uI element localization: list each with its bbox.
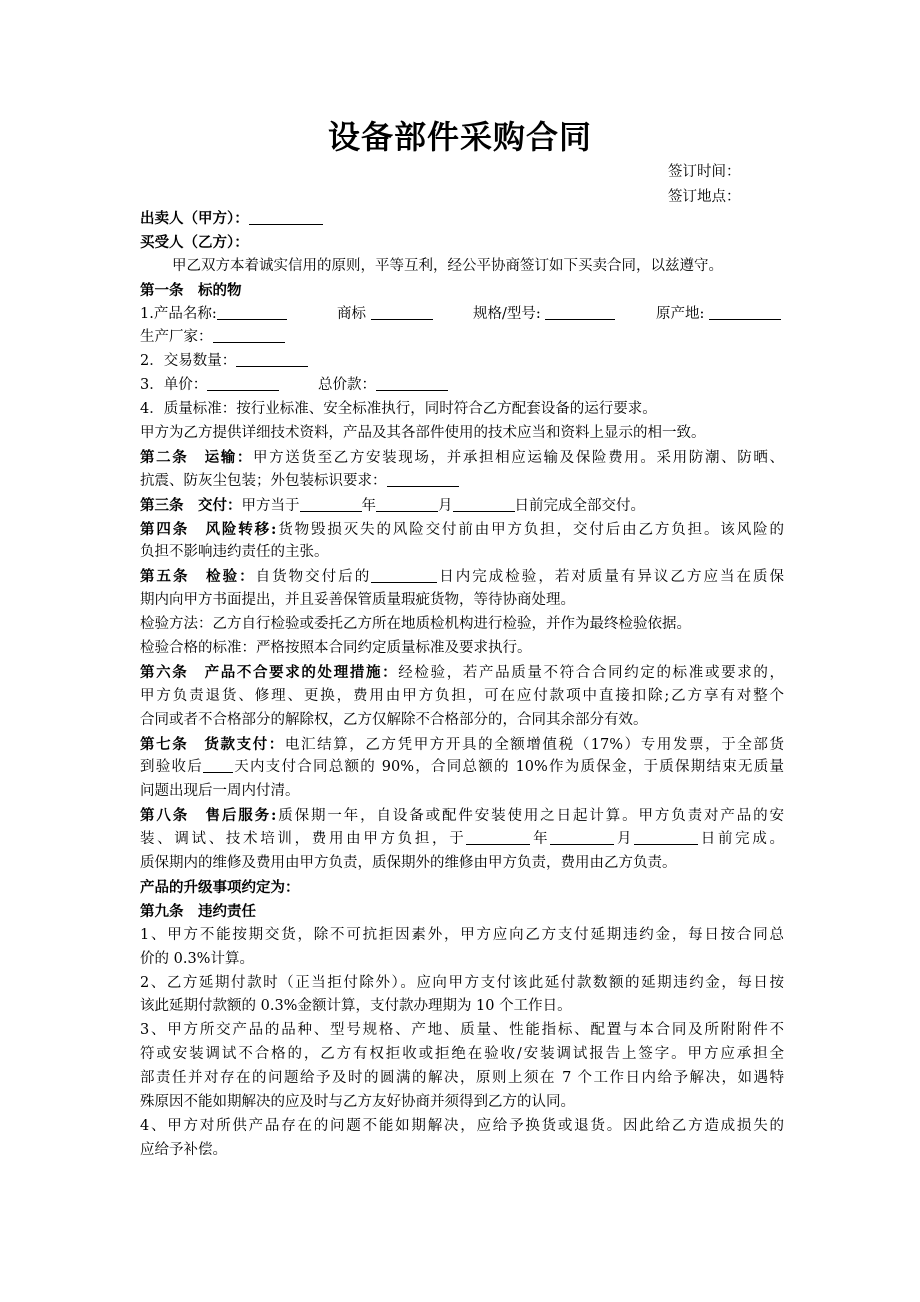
- seller-blank: [249, 209, 323, 225]
- intro-paragraph: 甲乙双方本着诚实信用的原则，平等互利，经公平协商签订如下买卖合同，以兹遵守。: [172, 257, 723, 274]
- buyer-line: 买受人（乙方）：: [140, 233, 249, 251]
- article-2-line-2: 抗震、防灰尘包装；外包装标识要求：: [140, 470, 784, 494]
- article-6-line-1: 第六条 产品不合要求的处理措施：经检验，若产品质量不符合合同约定的标准或要求的，: [140, 663, 785, 681]
- article-2-line-1: 第二条 运输：甲方送货至乙方安装现场，并承担相应运输及保险费用。采用防潮、防晒、: [140, 448, 785, 466]
- article-6-line-2: 甲方负责退货、修理、更换，费用由甲方负担，可在应付款项中直接扣除;乙方享有对整个: [140, 687, 784, 704]
- quality-standard-line: 4．质量标准：按行业标准、安全标准执行，同时符合乙方配套设备的运行要求。: [140, 401, 657, 418]
- article-8-line-1: 第八条 售后服务:质保期一年，自设备或配件安装使用之日起计算。甲方负责对产品的安: [140, 807, 784, 825]
- article-4-line-1: 第四条 风险转移:货物毁损灭失的风险交付前由甲方负担，交付后由乙方负担。该风险的: [140, 520, 784, 538]
- article-9-item-1-line-2: 价的 0.3%计算。: [140, 950, 254, 967]
- article-9-item-3-line-4: 殊原因不能如期解决的应及时与乙方友好协商并须得到乙方的认同。: [140, 1093, 575, 1110]
- article-5-line-1: 第五条 检验：自货物交付后的 日内完成检验，若对质量有异议乙方应当在质保: [140, 568, 785, 586]
- sign-time-label: 签订时间：: [668, 164, 741, 180]
- inspection-standard-line: 检验合格的标准：严格按照本合同约定质量标准及要求执行。: [140, 640, 532, 657]
- article-7-line-2: 到验收后 天内支付合同总额的 90%，合同总额的 10%作为质保金，于质保期结束无质量: [140, 759, 784, 776]
- article-5-line-2: 期内向甲方书面提出，并且妥善保管质量瑕疵货物，等待协商处理。: [140, 592, 575, 609]
- article-9-item-2-line-1: 2、乙方延期付款时（正当拒付除外）。应向甲方支付该此延付款数额的延期违约金，每日按: [140, 974, 784, 991]
- article-9-item-4-line-1: 4、甲方对所供产品存在的问题不能如期解决，应给予换货或退货。因此给乙方造成损失的: [140, 1117, 784, 1134]
- article-9-item-1-line-1: 1、甲方不能按期交货，除不可抗拒因素外，甲方应向乙方支付延期违约金，每日按合同总: [140, 926, 784, 943]
- article-9-item-3-line-3: 部责任并对存在的问题给予及时的圆满的解决，原则上须在 7 个工作日内给予解决，如遇特: [140, 1070, 784, 1087]
- technical-docs-line: 甲方为乙方提供详细技术资料，产品及其各部件使用的技术应当和资料上显示的相一致。: [140, 425, 706, 442]
- price-line: 3．单价： 总价款：: [140, 374, 784, 398]
- article-4-line-2: 负担不影响违约责任的主张。: [140, 544, 329, 561]
- article-8-line-2: 装、调试、技术培训，费用由甲方负担，于 年 月 日前完成。: [140, 831, 785, 848]
- product-fields-line: 1.产品名称: 商标 规格/型号: 原产地:: [140, 303, 784, 327]
- article-9-item-3-line-1: 3、甲方所交产品的品种、型号规格、产地、质量、性能指标、配置与本合同及所附附件不: [140, 1022, 784, 1039]
- article-7-line-3: 问题出现后一周内付清。: [140, 783, 300, 800]
- article-9-item-3-line-2: 符或安装调试不合格的，乙方有权拒收或拒绝在验收/安装调试报告上签字。甲方应承担全: [140, 1046, 784, 1063]
- upgrade-line: 产品的升级事项约定为：: [140, 878, 300, 896]
- document-title: 设备部件采购合同: [327, 118, 592, 156]
- quantity-line: 2．交易数量：: [140, 350, 784, 374]
- sign-place-label: 签订地点：: [668, 189, 741, 205]
- article-1-heading: 第一条 标的物: [140, 281, 242, 299]
- seller-line: 出卖人（甲方）：: [140, 207, 784, 231]
- manufacturer-line: 生产厂家：: [140, 326, 784, 350]
- article-9-heading: 第九条 违约责任: [140, 902, 256, 920]
- article-3-line: 第三条 交付：甲方当于 年 月 日前完成全部交付。: [140, 496, 645, 514]
- inspection-method-line: 检验方法：乙方自行检验或委托乙方所在地质检机构进行检验，并作为最终检验依据。: [140, 616, 691, 633]
- article-7-line-1: 第七条 货款支付：电汇结算，乙方凭甲方开具的全额增值税（17%）专用发票，于全部货: [140, 735, 785, 753]
- article-8-line-3: 质保期内的维修及费用由甲方负责，质保期外的维修由甲方负责，费用由乙方负责。: [140, 855, 677, 872]
- article-9-item-4-line-2: 应给予补偿。: [140, 1141, 227, 1158]
- contract-body: [140, 207, 784, 1163]
- article-9-item-2-line-2: 该此延期付款额的 0.3%金额计算，支付款办理期为 10 个工作日。: [140, 998, 572, 1015]
- article-6-line-3: 合同或者不合格部分的解除权，乙方仅解除不合格部分的，合同其余部分有效。: [140, 711, 648, 728]
